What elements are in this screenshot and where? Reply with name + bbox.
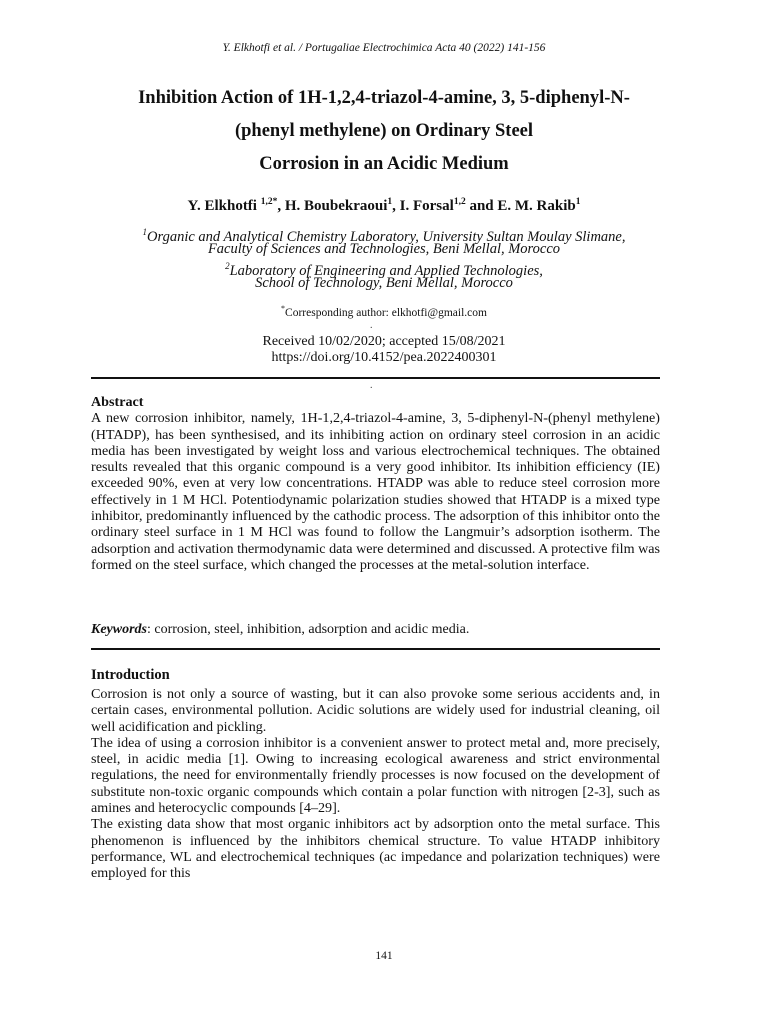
author-name: , H. Boubekraoui <box>277 198 388 214</box>
author-affiliation-marker: 1 <box>387 197 393 207</box>
running-header: Y. Elkhotfi et al. / Portugaliae Electrochimica Acta 40 (2022) 141-156 <box>222 42 546 54</box>
affiliation-marker: 2 <box>225 261 230 271</box>
author-name: and E. M. Rakib <box>465 198 576 214</box>
author-name: Y. Elkhotfi <box>187 198 261 214</box>
introduction-heading: Introduction <box>91 667 170 683</box>
keywords-text: : corrosion, steel, inhibition, adsorption and acidic media. <box>147 622 470 637</box>
author-name: , I. Forsal <box>392 198 454 214</box>
separator-dot: . <box>370 320 373 331</box>
article-title-line-2: (phenyl methylene) on Ordinary Steel <box>234 121 534 141</box>
author-affiliation-marker: 1,2* <box>260 197 278 207</box>
author-affiliation-marker: 1 <box>575 197 581 207</box>
article-title-line-1: Inhibition Action of 1H-1,2,4-triazol-4-amine, 3, 5-diphenyl-N- <box>138 88 630 108</box>
keywords-line <box>91 622 660 638</box>
author-affiliation-marker: 1,2 <box>453 197 466 207</box>
introduction-paragraph: Corrosion is not only a source of wasting, but it can also provoke some serious accidents and, in certain cases, environmental pollution. Acidic solutions are widely used for industrial cleaning, oil well acidification and pickling. <box>91 686 660 735</box>
received-accepted-dates: Received 10/02/2020; accepted 15/08/2021 <box>262 334 506 349</box>
introduction-body <box>91 686 660 882</box>
affiliation-line: Faculty of Sciences and Technologies, Beni Mellal, Morocco <box>207 241 561 257</box>
separator-dot: . <box>370 380 373 391</box>
author-list <box>0 197 768 215</box>
corresponding-email-text: Corresponding author: elkhotfi@gmail.com <box>285 306 487 319</box>
section-divider <box>91 377 660 379</box>
abstract-heading: Abstract <box>91 394 144 410</box>
article-title-line-3: Corrosion in an Acidic Medium <box>259 154 509 174</box>
affiliation-line: School of Technology, Beni Mellal, Morocco <box>255 275 513 291</box>
corresponding-marker: * <box>281 304 286 313</box>
abstract-text: A new corrosion inhibitor, namely, 1H-1,2,4-triazol-4-amine, 3, 5-diphenyl-N-(phenyl methylene) (HTADP), has been synthesised, and its inhibiting action on ordinary steel corrosion in an acidic media has been investigated by weight loss and various electrochemical techniques. The obtained results revealed that this organic compound is a very good inhibitor. Its inhibition efficiency (IE) exceeded 90%, even at very low concentrations. HTADP was able to reduce steel corrosion more effectively in 1 M HCl. Potentiodynamic polarization studies showed that HTADP is a mixed type inhibitor, predominantly influenced by the cathodic process. The adsorption of this inhibitor onto the ordinary steel surface in 1 M HCl was found to follow the Langmuir’s adsorption isotherm. The adsorption and activation thermodynamic data were determined and discussed. A protective film was formed on the steel surface, which changed the processes at the metal-solution interface. <box>91 410 660 573</box>
introduction-paragraph: The existing data show that most organic inhibitors act by adsorption onto the metal surface. This phenomenon is influenced by the inhibitors chemical structure. To value HTADP inhibitory performance, WL and electrochemical techniques (ac impedance and polarization techniques) were employed for this <box>91 816 660 882</box>
affiliation-marker: 1 <box>142 227 148 237</box>
keywords-label: Keywords <box>91 622 147 637</box>
corresponding-author <box>0 304 768 319</box>
page-number: 141 <box>375 950 393 962</box>
affiliation-text: Laboratory of Engineering and Applied Technologies, <box>229 262 543 279</box>
section-divider <box>91 648 660 650</box>
introduction-paragraph: The idea of using a corrosion inhibitor is a convenient answer to protect metal and, more precisely, steel, in acidic media [1]. Owing to increasing ecological awareness and strict environmental regulations, the need for environmentally friendly processes is now focused on the development of substitute non-toxic organic compounds which contain a polar function with nitrogen [2-3], such as amines and heterocyclic compounds [4–29]. <box>91 734 660 817</box>
doi-link[interactable]: https://doi.org/10.4152/pea.2022400301 <box>271 350 497 365</box>
abstract-section <box>91 394 660 573</box>
affiliation-text: Organic and Analytical Chemistry Laboratory, University Sultan Moulay Slimane, <box>147 228 626 245</box>
